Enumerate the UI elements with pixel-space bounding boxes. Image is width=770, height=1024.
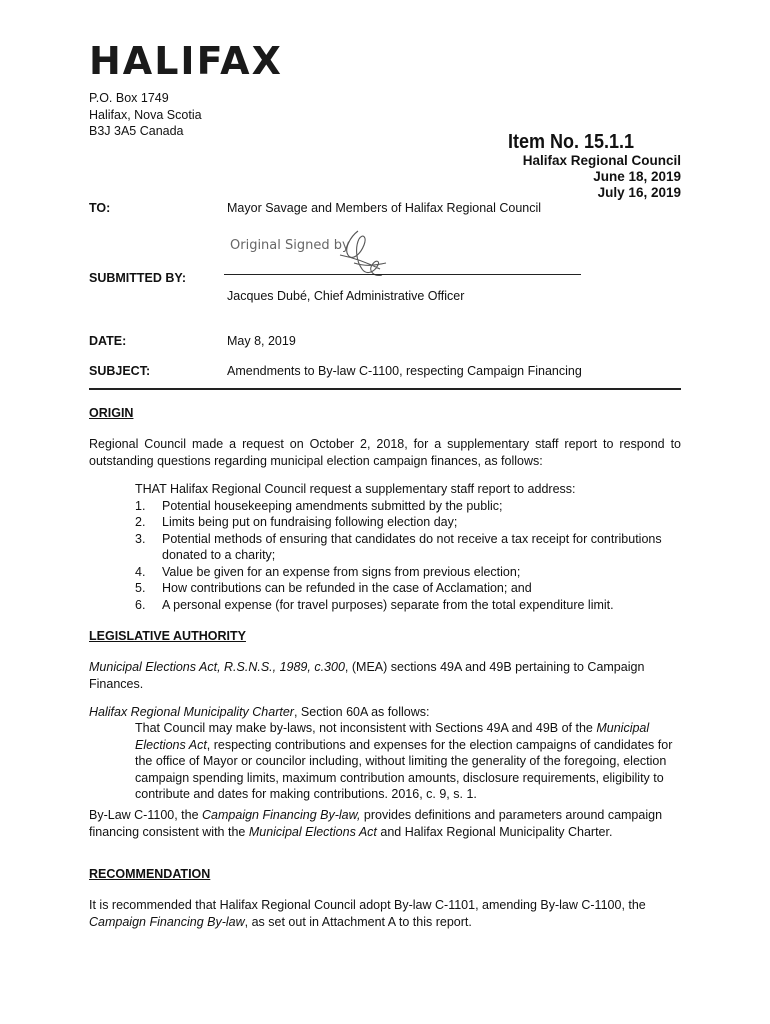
legislative-authority-heading: LEGISLATIVE AUTHORITY	[89, 629, 246, 643]
submitted-by-label: SUBMITTED BY:	[89, 271, 186, 285]
charter-paragraph: Halifax Regional Municipality Charter, Section 60A as follows:	[89, 705, 430, 719]
recommendation-heading: RECOMMENDATION	[89, 867, 211, 881]
subject-label: SUBJECT:	[89, 364, 151, 378]
meeting-date: July 16, 2019	[597, 185, 681, 200]
council-name: Halifax Regional Council	[522, 153, 681, 168]
origin-intro: Regional Council made a request on October 2, 2018, for a supplementary staff report to respond to outstanding questions regarding municipal election campaign finances, as follows:	[89, 437, 681, 468]
list-item: 6. A personal expense (for travel purposes) separate from the total expenditure limit.	[135, 597, 614, 612]
header-divider	[89, 388, 681, 390]
to-value: Mayor Savage and Members of Halifax Regional Council	[227, 201, 542, 215]
submitted-by-value: Jacques Dubé, Chief Administrative Officer	[227, 289, 465, 303]
address-line: Halifax, Nova Scotia	[89, 107, 202, 122]
list-item: 3. Potential methods of ensuring that candidates do not receive a tax receipt for contributions donated to a charity;	[135, 531, 662, 562]
address-line: B3J 3A5 Canada	[89, 124, 184, 138]
list-item: 2. Limits being put on fundraising following election day;	[135, 515, 458, 529]
charter-quote: That Council may make by-laws, not inconsistent with Sections 49A and 49B of the Municipal Elections Act, respecting contributions and expenses for the election campaigns of candidates for the office of Mayor or councilor including, without limiting the generality of the foregoing, election campaign spending limits, maximum contribution amounts, disclosure requirements, eligibility to contribute and dates for making contributions. 2016, c. 9, s. 1.	[135, 721, 673, 801]
list-item: 4. Value be given for an expense from signs from previous election;	[135, 564, 521, 579]
meeting-info	[523, 153, 681, 201]
date-value: May 8, 2019	[227, 334, 296, 348]
list-item: 5. How contributions can be refunded in the case of Acclamation; and	[135, 581, 532, 595]
signature-mark-icon	[330, 225, 390, 280]
recommendation-text: It is recommended that Halifax Regional Council adopt By-law C-1101, amending By-law C-1100, the Campaign Financing By-law, as set out in Attachment A to this report.	[89, 898, 646, 929]
signature-text: Original Signed by	[230, 238, 350, 253]
bylaw-paragraph: By-Law C-1100, the Campaign Financing By-law, provides definitions and parameters around campaign financing consistent with the Municipal Elections Act and Halifax Regional Municipality Charter.	[89, 808, 663, 839]
date-label: DATE:	[89, 334, 127, 348]
address-line: P.O. Box 1749	[89, 91, 169, 105]
meeting-date: June 18, 2019	[593, 169, 681, 184]
mea-paragraph: Municipal Elections Act, R.S.N.S., 1989, c.300, (MEA) sections 49A and 49B pertaining to Campaign Finances.	[89, 660, 645, 691]
to-label: TO:	[89, 201, 111, 215]
origin-motion-list	[135, 481, 681, 613]
list-item: 1. Potential housekeeping amendments submitted by the public;	[135, 498, 503, 513]
subject-value: Amendments to By-law C-1100, respecting Campaign Financing	[227, 364, 582, 378]
motion-text: THAT Halifax Regional Council request a supplementary staff report to address:	[135, 482, 576, 496]
mailing-address	[89, 90, 202, 140]
item-number: Item No. 15.1.1	[507, 131, 634, 153]
halifax-logo: HALIFAX	[89, 39, 283, 83]
signature-line	[224, 274, 581, 275]
origin-heading: ORIGIN	[89, 406, 134, 420]
